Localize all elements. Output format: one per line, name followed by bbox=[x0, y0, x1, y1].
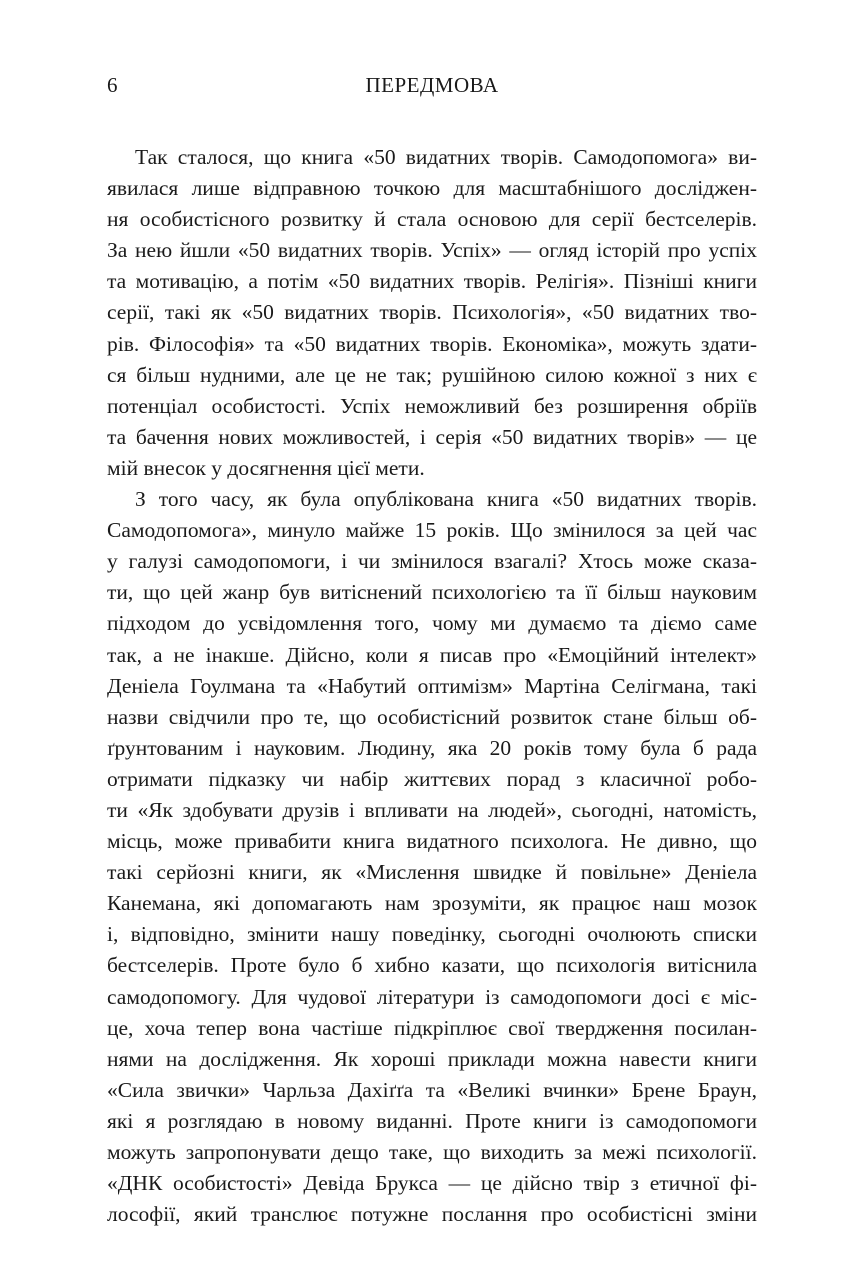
text-line: З того часу, як була опублікована книга «50 видатних творів. bbox=[135, 487, 757, 512]
text-line: «Сила звички» Чарльза Дахіґґа та «Великі вчинки» Брене Браун, bbox=[107, 1077, 757, 1102]
text-line: ти «Як здобувати друзів і впливати на людей», сьогодні, натомість, bbox=[107, 797, 757, 822]
text-line: лософії, який транслює потужне послання про особистісні зміни bbox=[107, 1202, 757, 1227]
text-line: Канемана, які допомагають нам зрозуміти, як працює наш мозок bbox=[107, 891, 757, 916]
text-line: місць, може привабити книга видатного психолога. Не дивно, що bbox=[107, 829, 757, 854]
text-line: ся більш нудними, але це не так; рушійною силою кожної з них є bbox=[107, 362, 757, 387]
text-line: Деніела Гоулмана та «Набутий оптимізм» Мартіна Селігмана, такі bbox=[107, 673, 757, 698]
text-line: такі серйозні книги, як «Мислення швидке й повільне» Деніела bbox=[107, 860, 757, 885]
text-line: Так сталося, що книга «50 видатних творів. Самодопомога» ви- bbox=[135, 145, 757, 169]
text-line: ґрунтованим і науковим. Людину, яка 20 років тому була б рада bbox=[107, 735, 757, 760]
text-line: ти, що цей жанр був витіснений психологією та її більш науковим bbox=[107, 580, 757, 605]
text-line: отримати підказку чи набір життєвих порад з класичної робо- bbox=[107, 766, 757, 791]
running-title: ПЕРЕДМОВА bbox=[365, 73, 499, 97]
text-line: у галузі самодопомоги, і чи змінилося взагалі? Хтось може сказа- bbox=[107, 549, 757, 574]
text-line: та мотивацію, а потім «50 видатних творів. Релігія». Пізніші книги bbox=[107, 269, 757, 294]
running-header bbox=[107, 70, 757, 100]
text-line: назви свідчили про те, що особистісний розвиток стане більш об- bbox=[107, 704, 757, 729]
text-line: які я розглядаю в новому виданні. Проте книги із самодопомоги bbox=[107, 1108, 757, 1133]
body-text bbox=[107, 142, 757, 1230]
paragraph bbox=[107, 484, 757, 1230]
text-line: Самодопомога», минуло майже 15 років. Що змінилося за цей час bbox=[107, 518, 757, 543]
paragraph bbox=[107, 142, 757, 484]
text-line: це, хоча тепер вона частіше підкріплює свої твердження посилан- bbox=[107, 1015, 757, 1040]
text-line: та бачення нових можливостей, і серія «50 видатних творів» — це bbox=[107, 424, 757, 449]
text-line: і, відповідно, змінити нашу поведінку, сьогодні очолюють списки bbox=[107, 922, 757, 947]
text-line: явилася лише відправною точкою для масштабнішого досліджен- bbox=[107, 176, 757, 201]
text-line: мій внесок у досягнення цієї мети. bbox=[107, 455, 425, 480]
text-line: ня особистісного розвитку й стала основою для серії бестселерів. bbox=[107, 207, 757, 232]
text-line: «ДНК особистості» Девіда Брукса — це дійсно твір з етичної фі- bbox=[107, 1171, 757, 1196]
text-line: За нею йшли «50 видатних творів. Успіх» — огляд історій про успіх bbox=[107, 238, 757, 263]
text-line: можуть запропонувати дещо таке, що виходить за межі психології. bbox=[107, 1140, 757, 1164]
text-line: підходом до усвідомлення того, чому ми думаємо та діємо саме bbox=[107, 611, 757, 636]
text-line: серії, такі як «50 видатних творів. Психологія», «50 видатних тво- bbox=[107, 300, 757, 325]
text-line: бестселерів. Проте було б хибно казати, що психологія витіснила bbox=[107, 953, 757, 978]
text-line: самодопомогу. Для чудової літератури із самодопомоги досі є міс- bbox=[107, 984, 757, 1009]
text-line: потенціал особистості. Успіх неможливий без розширення обріїв bbox=[107, 393, 757, 418]
page-number: 6 bbox=[107, 73, 118, 97]
text-line: так, а не інакше. Дійсно, коли я писав про «Емоційний інтелект» bbox=[107, 642, 757, 667]
text-line: рів. Філософія» та «50 видатних творів. Економіка», можуть здати- bbox=[107, 331, 757, 356]
text-line: нями на дослідження. Як хороші приклади можна навести книги bbox=[107, 1046, 757, 1071]
